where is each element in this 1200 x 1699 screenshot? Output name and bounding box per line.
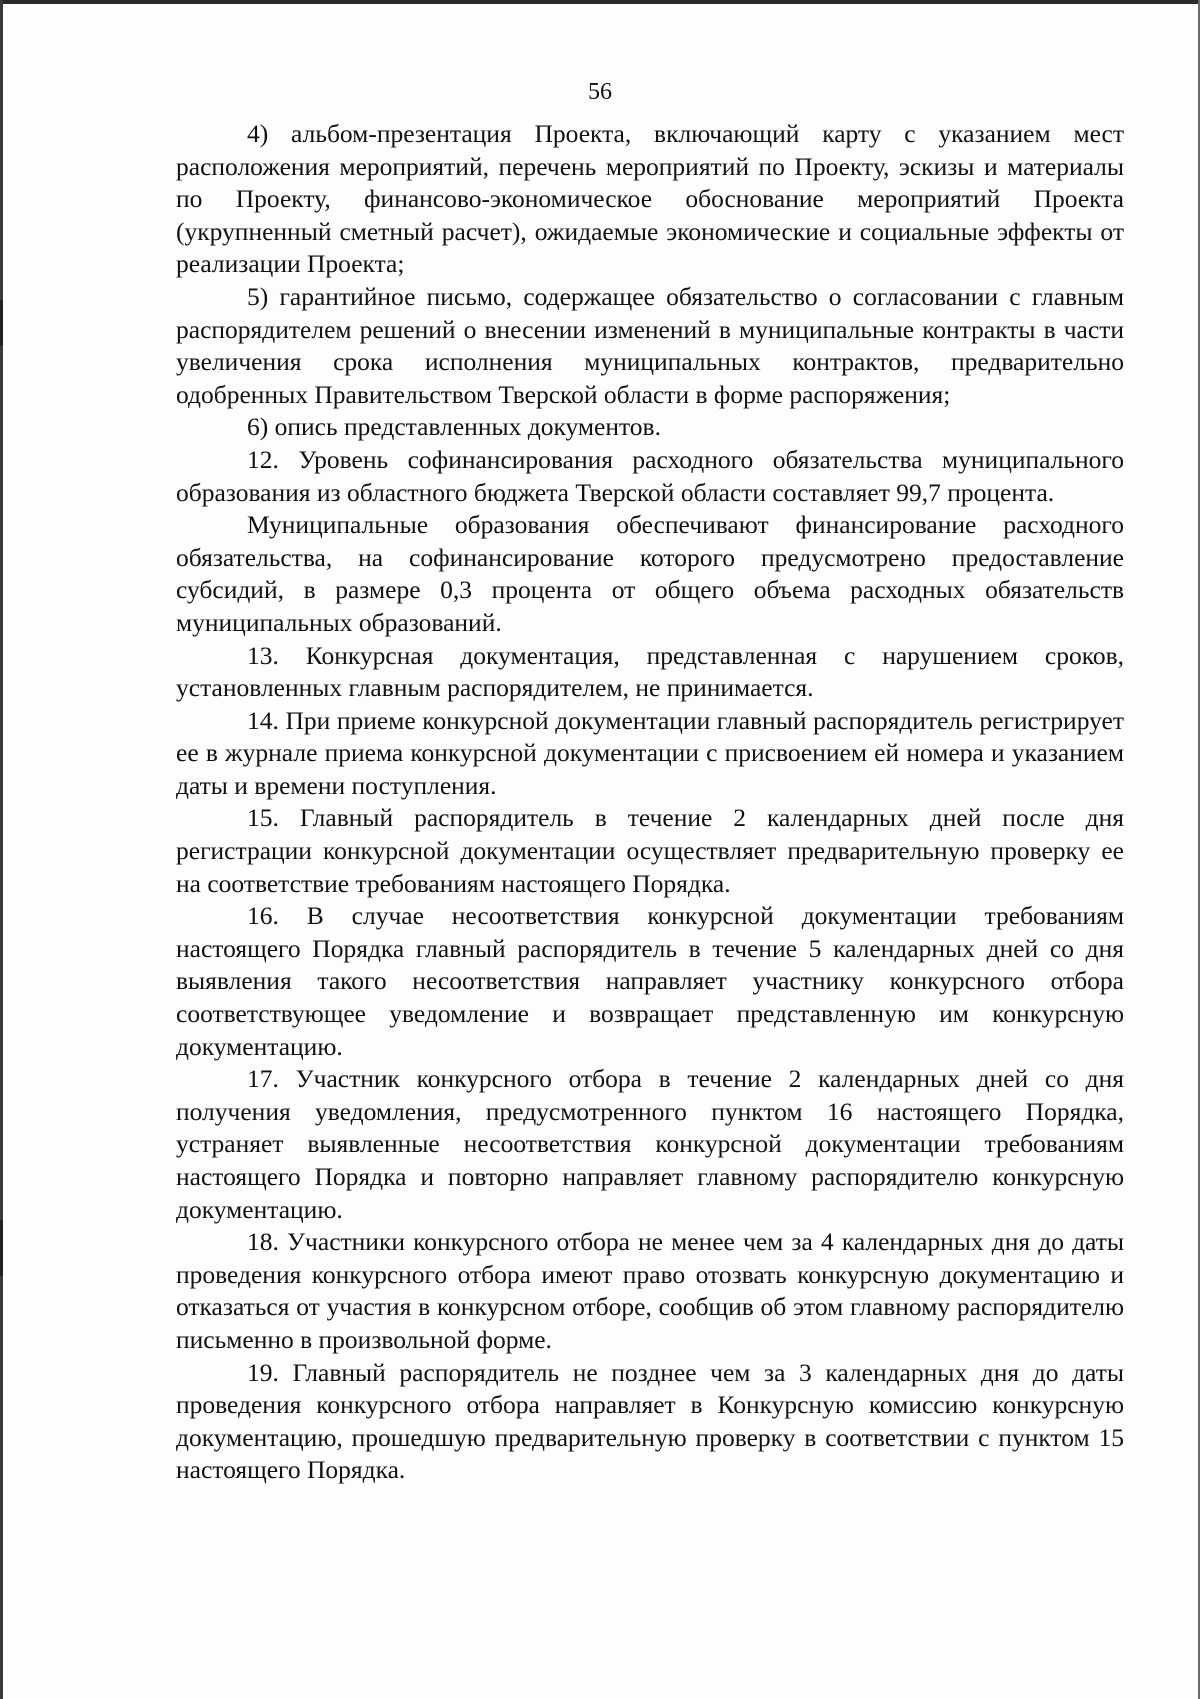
paragraph-item-4: 4) альбом-презентация Проекта, включающий карту с указанием мест расположения мероприятий, перечень мероприятий по Проекту, эскизы и материалы по Проекту, финансово-экономическое обоснование мероприятий Проекта (укрупненный сметный расчет), ожидаемые экономические и социальные эффекты от реализации Проекта; bbox=[176, 119, 1124, 279]
paragraph-item-5: 5) гарантийное письмо, содержащее обязательство о согласовании с главным распорядителем решений о внесении изменений в муниципальные контракты в части увеличения срока исполнения муниципальных контрактов, предварительно одобренных Правительством Тверской области в форме распоряжения; bbox=[176, 281, 1124, 409]
paragraph-cofinancing: Муниципальные образования обеспечивают финансирование расходного обязательства, на софинансирование которого предусмотрено предоставление субсидий, в размере 0,3 процента от общего объема расходных обязательств муниципальных образований. bbox=[176, 510, 1124, 637]
scan-mark bbox=[0, 1220, 3, 1276]
scan-border-left bbox=[0, 0, 3, 1699]
paragraph-item-6: 6) опись представленных документов. bbox=[247, 412, 661, 442]
document-body bbox=[176, 118, 1124, 1487]
paragraph-clause-15: 15. Главный распорядитель в течение 2 календарных дней после дня регистрации конкурсной документации осуществляет предварительную проверку ее на соответствие требованиям настоящего Порядка. bbox=[176, 803, 1124, 898]
paragraph-clause-14: 14. При приеме конкурсной документации главный распорядитель регистрирует ее в журнале приема конкурсной документации с присвоением ей номера и указанием даты и времени поступления. bbox=[176, 705, 1124, 800]
scan-mark bbox=[0, 300, 3, 346]
paragraph-clause-17: 17. Участник конкурсного отбора в течение 2 календарных дней со дня получения уведомления, предусмотренного пунктом 16 настоящего Порядка, устраняет выявленные несоответствия конкурсной документации требованиям настоящего Порядка и повторно направляет главному распорядителю конкурсную документацию. bbox=[176, 1064, 1124, 1224]
scan-border-top bbox=[0, 0, 1200, 4]
paragraph-clause-18: 18. Участники конкурсного отбора не менее чем за 4 календарных дня до даты проведения конкурсного отбора имеют право отозвать конкурсную документацию и отказаться от участия в конкурсном отборе, сообщив об этом главному распорядителю письменно в произвольной форме. bbox=[176, 1227, 1124, 1354]
paragraph-clause-12: 12. Уровень софинансирования расходного обязательства муниципального образования из областного бюджета Тверской области составляет 99,7 процента. bbox=[176, 444, 1124, 507]
paragraph-clause-16: 16. В случае несоответствия конкурсной документации требованиям настоящего Порядка главный распорядитель в течение 5 календарных дней со дня выявления такого несоответствия направляет участнику конкурсного отбора соответствующее уведомление и возвращает представленную им конкурсную документацию. bbox=[176, 901, 1124, 1061]
page-number: 56 bbox=[588, 79, 612, 105]
paragraph-clause-13: 13. Конкурсная документация, представленная с нарушением сроков, установленных главным распорядителем, не принимается. bbox=[176, 640, 1124, 703]
paragraph-clause-19: 19. Главный распорядитель не позднее чем за 3 календарных дня до даты проведения конкурсного отбора направляет в Конкурсную комиссию конкурсную документацию, прошедшую предварительную проверку в соответствии с пунктом 15 настоящего Порядка. bbox=[176, 1357, 1124, 1485]
